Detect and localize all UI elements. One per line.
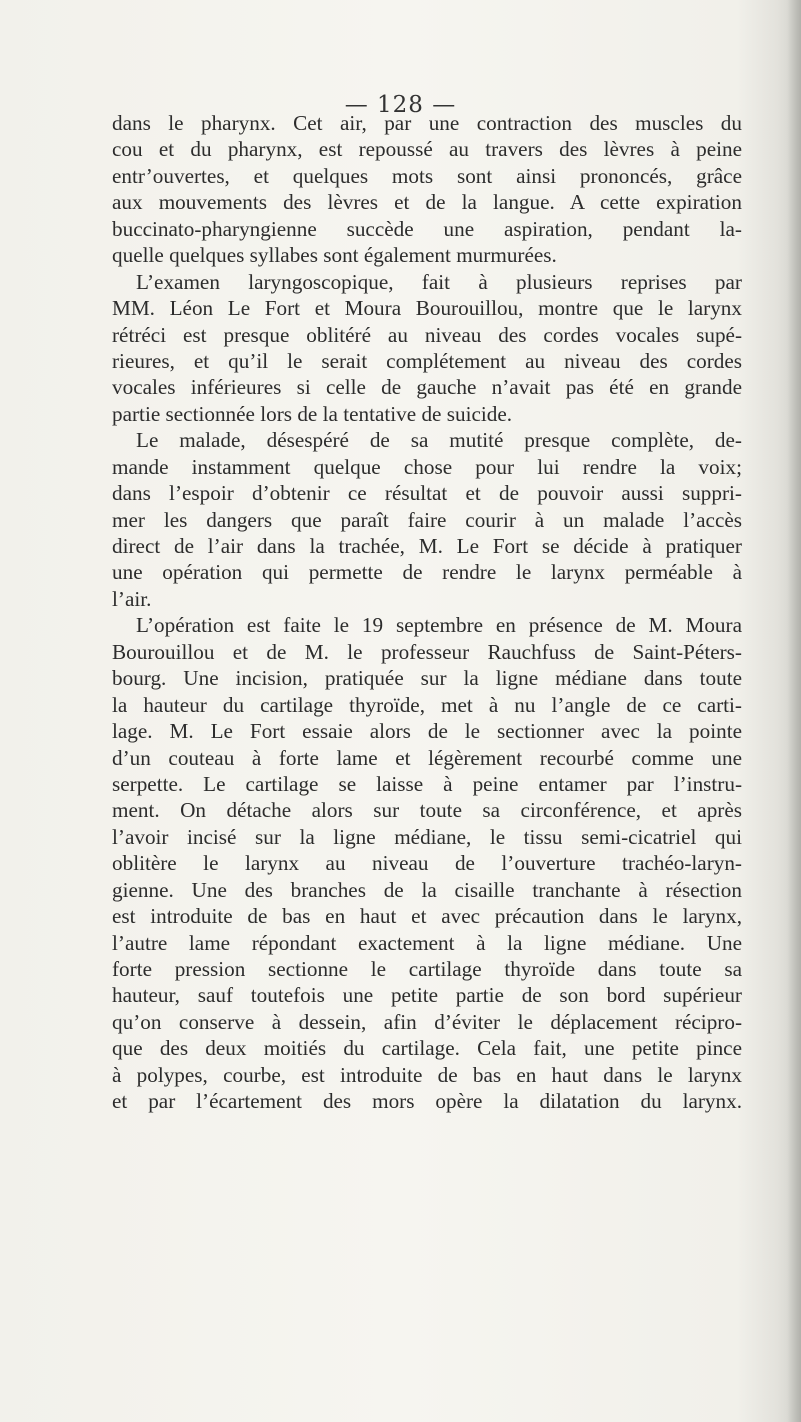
text-line: l’autre lame répondant exactement à la ligne médiane. Une	[112, 930, 742, 955]
text-line: forte pression sectionne le cartilage thyroïde dans toute sa	[112, 957, 742, 981]
text-line: d’un couteau à forte lame et légèrement recourbé comme une	[112, 745, 742, 770]
text-line: Bourouillou et de M. le professeur Rauchfuss de Saint-Péters-	[112, 639, 742, 664]
text-line: rétréci est presque oblitéré au niveau des cordes vocales supé-	[112, 322, 742, 347]
text-line: mande instamment quelque chose pour lui rendre la voix;	[112, 454, 742, 479]
text-line: direct de l’air dans la trachée, M. Le Fort se décide à pratiquer	[112, 534, 742, 558]
text-line: L’opération est faite le 19 septembre en présence de M. Moura	[136, 613, 742, 638]
page-number-header: — 128 —	[344, 92, 457, 118]
text-line: à polypes, courbe, est introduite de bas en haut dans le larynx	[112, 1062, 742, 1087]
text-line: cou et du pharynx, est repoussé au travers des lèvres à peine	[112, 137, 742, 162]
text-line: et par l’écartement des mors opère la dilatation du larynx.	[112, 1089, 742, 1114]
text-line: que des deux moitiés du cartilage. Cela fait, une petite pince	[112, 1036, 742, 1061]
text-line: ment. On détache alors sur toute sa circonférence, et après	[112, 798, 742, 823]
text-line: gienne. Une des branches de la cisaille tranchante à résection	[112, 877, 742, 902]
text-line: serpette. Le cartilage se laisse à peine entamer par l’instru-	[112, 771, 742, 796]
text-line: quelle quelques syllabes sont également murmurées.	[112, 243, 557, 268]
text-line: la hauteur du cartilage thyroïde, met à nu l’angle de ce carti-	[112, 692, 742, 717]
text-line: une opération qui permette de rendre le larynx perméable à	[112, 560, 742, 585]
text-line: dans le pharynx. Cet air, par une contraction des muscles du	[112, 111, 742, 135]
text-line: entr’ouvertes, et quelques mots sont ainsi prononcés, grâce	[112, 163, 742, 188]
text-line: lage. M. Le Fort essaie alors de le sectionner avec la pointe	[112, 719, 742, 744]
text-line: L’examen laryngoscopique, fait à plusieurs reprises par	[136, 269, 742, 294]
text-line: mer les dangers que paraît faire courir à un malade l’accès	[112, 507, 742, 532]
text-line: dans l’espoir d’obtenir ce résultat et de pouvoir aussi suppri-	[112, 481, 742, 506]
text-line: aux mouvements des lèvres et de la langue. A cette expiration	[112, 190, 742, 215]
page-edge-shadow	[787, 0, 801, 1422]
text-line: rieures, et qu’il le serait complétement au niveau des cordes	[112, 348, 742, 373]
text-line: Le malade, désespéré de sa mutité presque complète, de-	[136, 428, 742, 453]
text-line: partie sectionnée lors de la tentative de suicide.	[112, 401, 513, 426]
text-line: vocales inférieures si celle de gauche n’avait pas été en grande	[112, 375, 742, 400]
text-line: l’air.	[112, 586, 152, 611]
text-line: est introduite de bas en haut et avec précaution dans le larynx,	[112, 904, 742, 929]
text-line: buccinato-pharyngienne succède une aspiration, pendant la-	[112, 216, 742, 241]
text-line: l’avoir incisé sur la ligne médiane, le tissu semi-cicatriel qui	[112, 824, 742, 849]
text-line: hauteur, sauf toutefois une petite partie de son bord supérieur	[112, 983, 742, 1008]
text-line: oblitère le larynx au niveau de l’ouverture trachéo-laryn-	[112, 851, 742, 876]
text-line: qu’on conserve à dessein, afin d’éviter le déplacement récipro-	[112, 1009, 742, 1034]
body-text	[112, 110, 742, 1115]
text-line: MM. Léon Le Fort et Moura Bourouillou, montre que le larynx	[112, 296, 742, 321]
text-line: bourg. Une incision, pratiquée sur la ligne médiane dans toute	[112, 666, 742, 691]
